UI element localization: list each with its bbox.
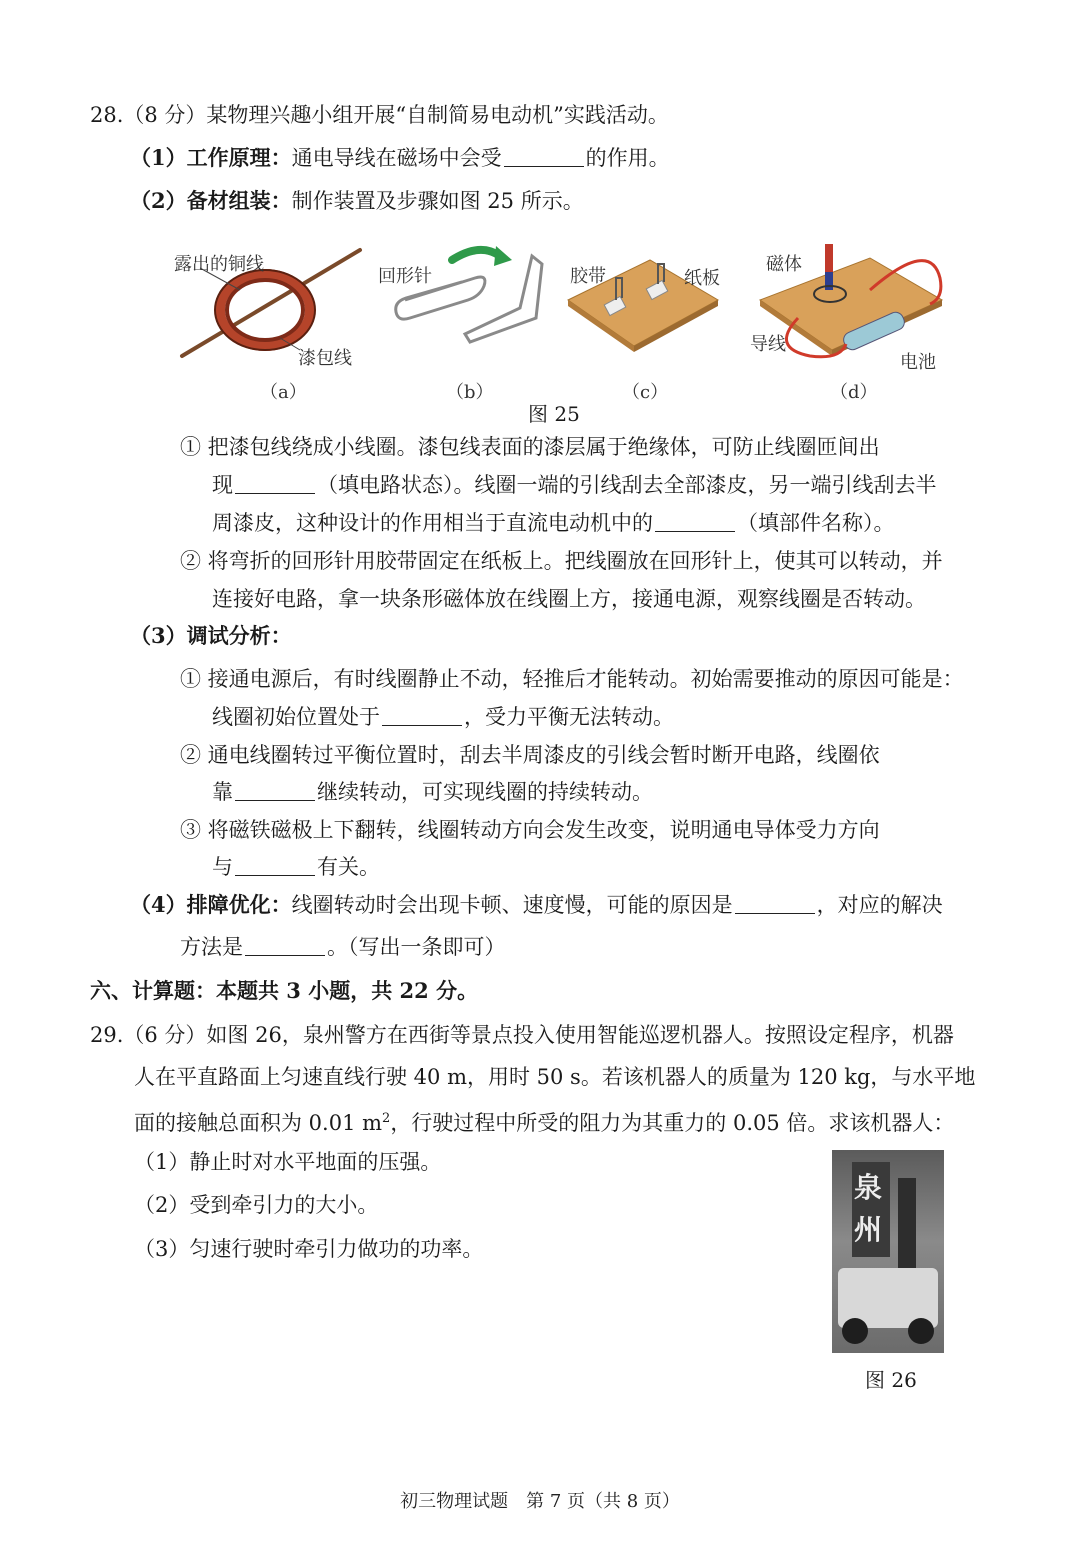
- label-board: 纸板: [684, 268, 720, 289]
- page-footer: 初三物理试题 第 7 页（共 8 页）: [400, 1491, 680, 1512]
- subfig-a-label: （a）: [260, 382, 307, 403]
- step1-line1: ① 把漆包线绕成小线圈。漆包线表面的漆层属于绝缘体，可防止线圈匝间出: [180, 435, 880, 459]
- step2-line1: ② 将弯折的回形针用胶带固定在纸板上。把线圈放在回形针上，使其可以转动，并: [180, 549, 943, 573]
- label-wire: 导线: [750, 334, 786, 355]
- q28-part4-line2-b: 。（写出一条即可）: [327, 935, 506, 959]
- q28-part4-head: （4）排障优化：: [130, 892, 292, 917]
- label-tape: 胶带: [570, 266, 606, 287]
- debug2-line2: [212, 777, 653, 807]
- step1-line3-a: 周漆皮，这种设计的作用相当于直流电动机中的: [212, 511, 653, 535]
- q29-line1: 29.（6 分）如图 26，泉州警方在西街等景点投入使用智能巡逻机器人。按照设定程序，机器: [90, 1023, 954, 1047]
- q28-part4-line2: [180, 932, 506, 962]
- photo-sign-char-1: 泉: [854, 1171, 883, 1204]
- q28-part2: [130, 186, 584, 216]
- debug1-line2: [212, 702, 674, 732]
- figure-25-illustration: [170, 238, 950, 388]
- answer-blank[interactable]: [235, 778, 315, 801]
- subfig-d-label: （d）: [830, 382, 878, 403]
- answer-blank[interactable]: [235, 471, 315, 494]
- paper-clip-diagram: [396, 246, 542, 342]
- debug2-line1: ② 通电线圈转过平衡位置时，刮去半周漆皮的引线会暂时断开电路，线圈依: [180, 743, 880, 767]
- step1-line2: [212, 470, 937, 500]
- q28-title: 28.（8 分）某物理兴趣小组开展“自制简易电动机”实践活动。: [90, 103, 669, 127]
- answer-blank[interactable]: [504, 144, 584, 167]
- q28-part2-head: （2）备材组装：: [130, 188, 292, 213]
- step1-line2-a: 现: [212, 473, 233, 497]
- answer-blank[interactable]: [245, 933, 325, 956]
- q29-sub1: （1）静止时对水平地面的压强。: [134, 1150, 442, 1174]
- debug1-line2-b: ，受力平衡无法转动。: [464, 705, 674, 729]
- q28-part4-text-a: 线圈转动时会出现卡顿、速度慢，可能的原因是: [291, 893, 733, 917]
- debug2-line2-a: 靠: [212, 780, 233, 804]
- debug1-line1: ① 接通电源后，有时线圈静止不动，轻推后才能转动。初始需要推动的原因可能是：: [180, 667, 964, 691]
- label-battery: 电池: [900, 352, 936, 373]
- q28-part1-head: （1）工作原理：: [130, 145, 292, 170]
- label-enameled-wire: 漆包线: [298, 348, 352, 369]
- debug3-line2-b: 有关。: [317, 855, 380, 879]
- figure-25-caption: 图 25: [528, 402, 580, 426]
- section-6-heading: 六、计算题：本题共 3 小题，共 22 分。: [90, 978, 479, 1003]
- q29-line3: [134, 1104, 954, 1138]
- q29-sub2: （2）受到牵引力的大小。: [134, 1193, 379, 1217]
- subfig-c-label: （c）: [622, 382, 669, 403]
- q28-part2-text: 制作装置及步骤如图 25 所示。: [291, 189, 584, 213]
- debug3-line2: [212, 852, 380, 882]
- label-paper-clip: 回形针: [378, 266, 432, 287]
- robot-photo: [832, 1150, 944, 1353]
- debug2-line2-b: 继续转动，可实现线圈的持续转动。: [317, 780, 653, 804]
- step1-line2-b: （填电路状态）。线圈一端的引线刮去全部漆皮，另一端引线刮去半: [317, 473, 937, 497]
- step1-line3-b: （填部件名称）。: [737, 511, 895, 535]
- answer-blank[interactable]: [235, 853, 315, 876]
- q28-part4-text-b: ，对应的解决: [816, 893, 943, 917]
- answer-blank[interactable]: [655, 509, 735, 532]
- q28-part3-head: （3）调试分析：: [130, 623, 292, 648]
- robot-wheel: [842, 1318, 868, 1344]
- q29-sub3: （3）匀速行驶时牵引力做功的功率。: [134, 1237, 484, 1261]
- answer-blank[interactable]: [735, 891, 815, 914]
- photo-sign-char-2: 州: [854, 1213, 883, 1246]
- q29-line2: 人在平直路面上匀速直线行驶 40 m，用时 50 s。若该机器人的质量为 120 kg，与水平地: [134, 1065, 976, 1089]
- answer-blank[interactable]: [382, 703, 462, 726]
- q28-part4: [130, 890, 943, 920]
- robot-wheel: [908, 1318, 934, 1344]
- q29-line3-b: ，行驶过程中所受的阻力为其重力的 0.05 倍。求该机器人：: [390, 1111, 955, 1135]
- q28-part1-text-a: 通电导线在磁场中会受: [291, 146, 502, 170]
- debug1-line2-a: 线圈初始位置处于: [212, 705, 380, 729]
- step2-line2: 连接好电路，拿一块条形磁体放在线圈上方，接通电源，观察线圈是否转动。: [212, 587, 926, 611]
- label-magnet: 磁体: [766, 254, 802, 275]
- label-exposed-copper: 露出的铜线: [174, 254, 264, 275]
- q29-line3-a: 面的接触总面积为 0.01 m: [134, 1111, 383, 1135]
- debug3-line2-a: 与: [212, 855, 233, 879]
- q28-part1: [130, 143, 670, 173]
- figure-26-caption: 图 26: [865, 1368, 917, 1392]
- debug3-line1: ③ 将磁铁磁极上下翻转，线圈转动方向会发生改变，说明通电导体受力方向: [180, 818, 880, 842]
- step1-line3: [212, 508, 895, 538]
- q29-line3-sup: 2: [382, 1111, 391, 1126]
- subfig-b-label: （b）: [446, 382, 494, 403]
- q28-part1-text-b: 的作用。: [585, 146, 670, 170]
- q28-part4-line2-a: 方法是: [180, 935, 243, 959]
